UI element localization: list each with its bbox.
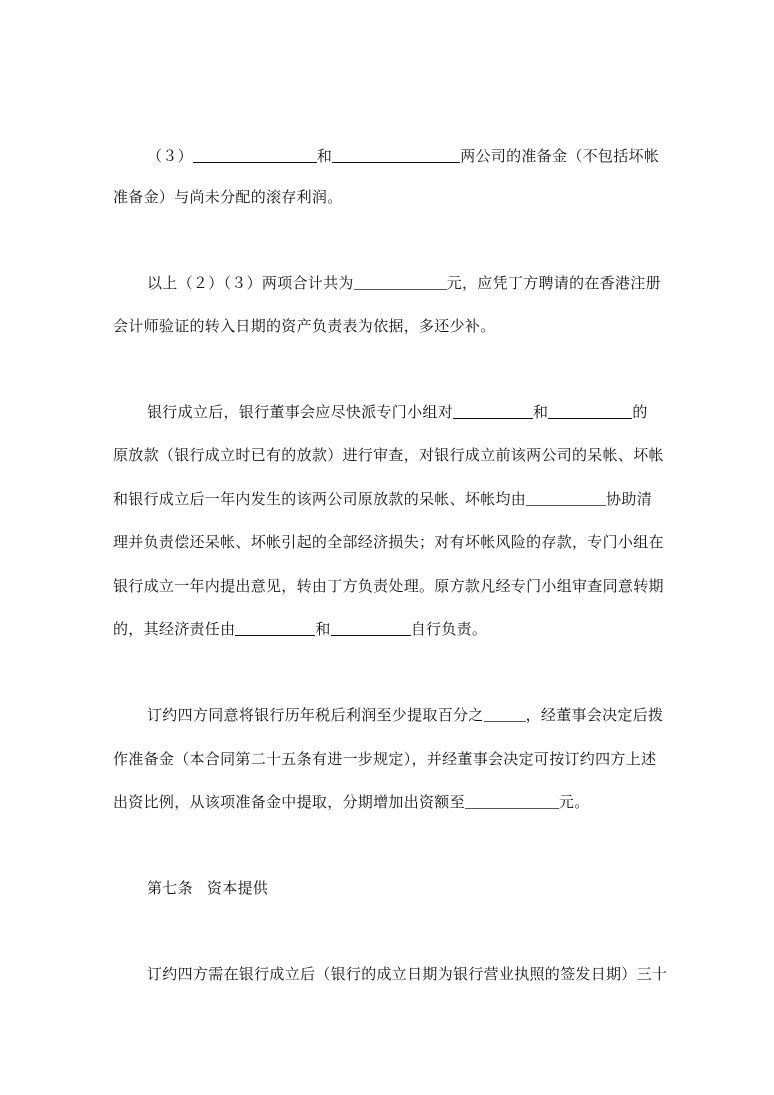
paragraph-2-line-1 (147, 273, 661, 295)
body-text: 银行成立后，银行董事会应尽快派专门小组对 (147, 403, 454, 421)
connector-text: 和 (316, 147, 333, 165)
paragraph-5-line-1: 订约四方需在银行成立后（银行的成立日期为银行营业执照的签发日期）三十 (147, 965, 668, 983)
blank-field (548, 404, 632, 419)
blank-field (235, 621, 315, 636)
blank-field (453, 404, 533, 419)
body-text: 协助清 (606, 490, 653, 508)
paragraph-4-line-1 (147, 705, 664, 727)
paragraph-3-line-5: 银行成立一年内提出意见，转由丁方负责处理。原方款凡经专门小组审查同意转期 (113, 577, 664, 595)
article-number: 第七条 (147, 879, 193, 897)
blank-field (193, 148, 317, 163)
blank-field (331, 621, 411, 636)
blank-field (465, 794, 559, 809)
body-text: 的 (632, 403, 648, 421)
article-title: 资本提供 (206, 879, 269, 897)
body-text: 的，其经济责任由 (113, 620, 236, 638)
paragraph-1-line-2: 准备金）与尚未分配的滚存利润。 (113, 188, 343, 206)
body-text: 以上（２）（３）两项合计共为 (147, 274, 354, 292)
body-text: ，经董事会决定后拨 (525, 706, 664, 724)
body-text: 元。 (558, 793, 590, 811)
paragraph-2-line-2: 会计师验证的转入日期的资产负责表为依据，多还少补。 (113, 317, 496, 335)
paragraph-4-line-3 (113, 792, 661, 814)
blank-field (354, 275, 447, 290)
paragraph-3-line-2: 原放款（银行成立时已有的放款）进行审查，对银行成立前该两公司的呆帐、坏帐 (113, 446, 664, 464)
paragraph-1-line-1 (147, 146, 661, 168)
body-text: 两公司的准备金（不包括坏帐 (460, 147, 660, 165)
paragraph-3-line-6 (113, 619, 661, 641)
blank-field (332, 148, 460, 163)
blank-field (484, 707, 526, 722)
blank-field (526, 491, 606, 506)
connector-text: 和 (315, 620, 331, 638)
body-text: 出资比例，从该项准备金中提取，分期增加出资额至 (113, 793, 465, 811)
paragraph-3-line-4: 理并负责偿还呆帐、坏帐引起的全部经济损失；对有坏帐风险的存款，专门小组在 (113, 533, 664, 551)
body-text: 和银行成立后一年内发生的该两公司原放款的呆帐、坏帐均由 (113, 490, 527, 508)
body-text: 订约四方同意将银行历年税后利润至少提取百分之 (147, 706, 484, 724)
connector-text: 和 (533, 403, 549, 421)
paragraph-3-line-3 (113, 489, 661, 511)
paragraph-3-line-1 (147, 402, 661, 424)
body-text: 自行负责。 (410, 620, 488, 638)
article-heading (147, 878, 661, 900)
paragraph-4-line-2: 作准备金（本合同第二十五条有进一步规定），并经董事会决定可按订约四方上述 (113, 750, 657, 768)
body-text: 元，应凭丁方聘请的在香港注册 (446, 274, 661, 292)
item-number: （３） (147, 147, 193, 165)
